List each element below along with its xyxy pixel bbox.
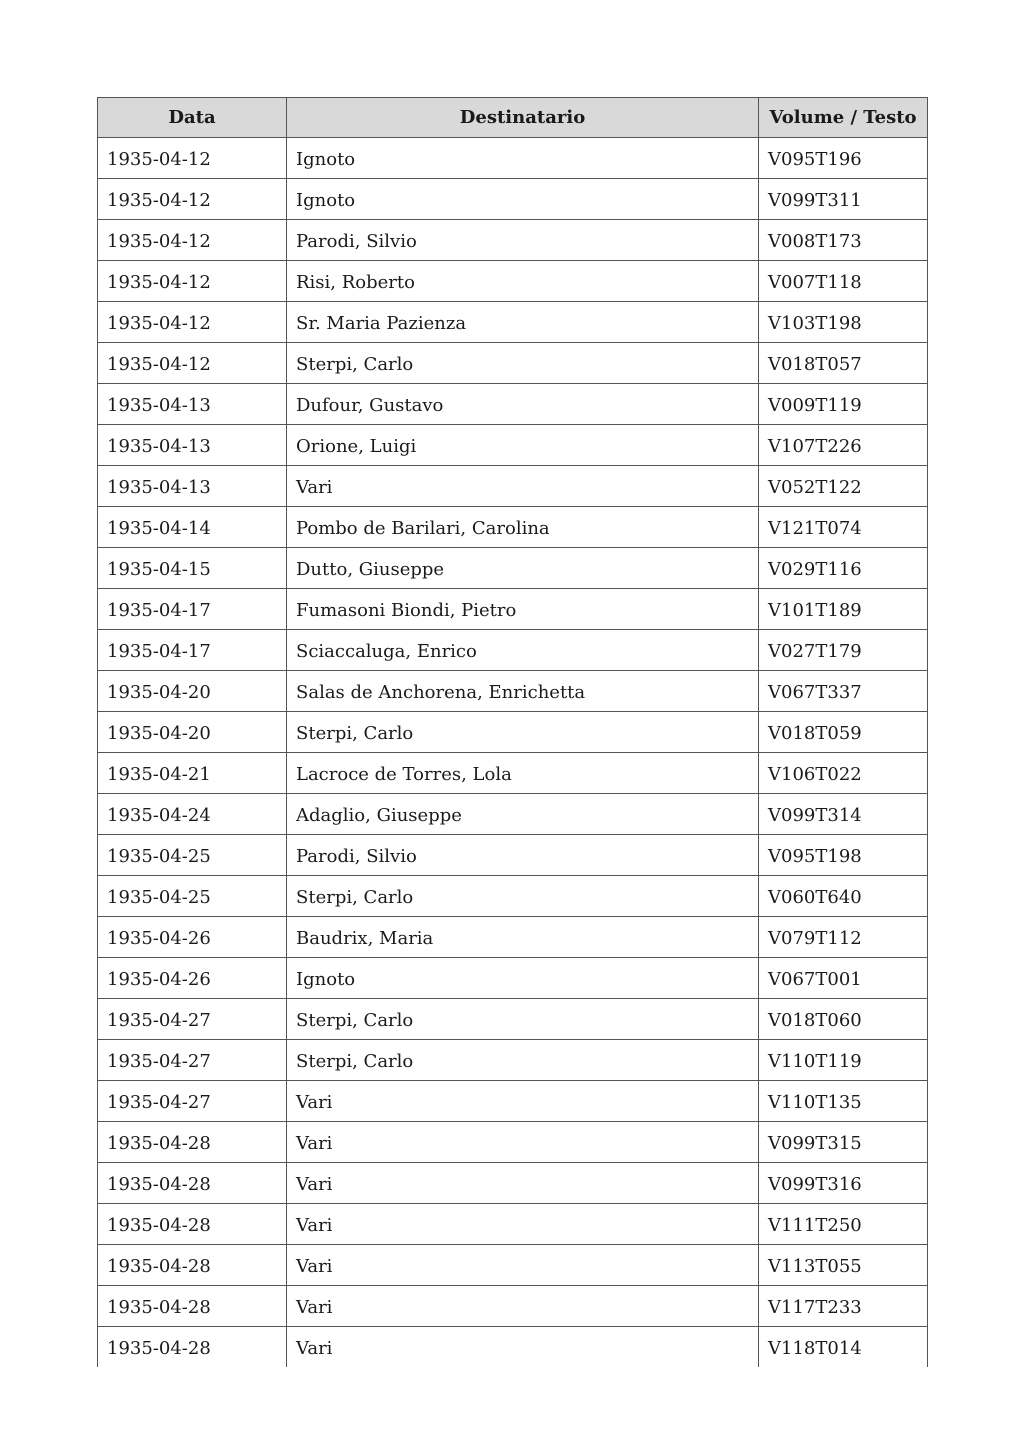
cell-volume: V027T179 [759,630,928,671]
cell-volume: V103T198 [759,302,928,343]
cell-volume: V110T119 [759,1040,928,1081]
cell-recipient: Sterpi, Carlo [287,343,759,384]
letters-index-table [97,97,928,1367]
table-row [98,179,928,220]
cell-date: 1935-04-12 [98,302,287,343]
cell-date: 1935-04-12 [98,343,287,384]
cell-volume: V067T001 [759,958,928,999]
cell-volume: V018T057 [759,343,928,384]
cell-date: 1935-04-12 [98,138,287,179]
table-row [98,876,928,917]
cell-recipient: Vari [287,1081,759,1122]
cell-date: 1935-04-24 [98,794,287,835]
cell-date: 1935-04-28 [98,1245,287,1286]
table-row [98,958,928,999]
cell-recipient: Dufour, Gustavo [287,384,759,425]
cell-date: 1935-04-28 [98,1286,287,1327]
cell-recipient: Ignoto [287,138,759,179]
table-row [98,794,928,835]
cell-volume: V117T233 [759,1286,928,1327]
cell-recipient: Pombo de Barilari, Carolina [287,507,759,548]
cell-recipient: Vari [287,466,759,507]
cell-recipient: Parodi, Silvio [287,220,759,261]
table-row [98,712,928,753]
table-row [98,999,928,1040]
cell-volume: V107T226 [759,425,928,466]
table-row [98,917,928,958]
table-row [98,835,928,876]
table-row [98,343,928,384]
table-row [98,1122,928,1163]
table-row [98,138,928,179]
column-header-date: Data [98,98,287,138]
cell-volume: V079T112 [759,917,928,958]
cell-date: 1935-04-27 [98,1040,287,1081]
cell-volume: V121T074 [759,507,928,548]
cell-recipient: Sterpi, Carlo [287,712,759,753]
cell-volume: V009T119 [759,384,928,425]
table-row [98,1040,928,1081]
cell-recipient: Sterpi, Carlo [287,1040,759,1081]
cell-date: 1935-04-28 [98,1163,287,1204]
cell-date: 1935-04-26 [98,958,287,999]
table-row [98,1286,928,1327]
table-row [98,1204,928,1245]
cell-date: 1935-04-25 [98,835,287,876]
table-row [98,1245,928,1286]
cell-volume: V099T314 [759,794,928,835]
table-header-row [98,98,928,138]
cell-date: 1935-04-12 [98,261,287,302]
table-row [98,671,928,712]
cell-volume: V099T311 [759,179,928,220]
cell-volume: V101T189 [759,589,928,630]
cell-date: 1935-04-20 [98,671,287,712]
cell-date: 1935-04-13 [98,425,287,466]
cell-date: 1935-04-20 [98,712,287,753]
cell-date: 1935-04-26 [98,917,287,958]
table-row [98,384,928,425]
cell-volume: V007T118 [759,261,928,302]
cell-recipient: Ignoto [287,958,759,999]
table-row [98,589,928,630]
cell-date: 1935-04-14 [98,507,287,548]
table-row [98,507,928,548]
cell-volume: V095T198 [759,835,928,876]
cell-volume: V113T055 [759,1245,928,1286]
cell-recipient: Vari [287,1327,759,1368]
cell-date: 1935-04-17 [98,630,287,671]
table-row [98,1163,928,1204]
cell-date: 1935-04-12 [98,220,287,261]
cell-recipient: Sterpi, Carlo [287,999,759,1040]
cell-date: 1935-04-21 [98,753,287,794]
cell-volume: V110T135 [759,1081,928,1122]
table-body [98,138,928,1368]
cell-volume: V052T122 [759,466,928,507]
cell-date: 1935-04-17 [98,589,287,630]
column-header-recipient: Destinatario [287,98,759,138]
cell-volume: V018T060 [759,999,928,1040]
cell-volume: V008T173 [759,220,928,261]
cell-volume: V106T022 [759,753,928,794]
table-row [98,220,928,261]
cell-date: 1935-04-27 [98,999,287,1040]
cell-volume: V060T640 [759,876,928,917]
cell-recipient: Dutto, Giuseppe [287,548,759,589]
table-row [98,630,928,671]
cell-recipient: Sterpi, Carlo [287,876,759,917]
cell-recipient: Adaglio, Giuseppe [287,794,759,835]
table-row [98,261,928,302]
table-row [98,548,928,589]
cell-recipient: Risi, Roberto [287,261,759,302]
cell-recipient: Salas de Anchorena, Enrichetta [287,671,759,712]
cell-recipient: Vari [287,1245,759,1286]
cell-date: 1935-04-28 [98,1204,287,1245]
cell-recipient: Ignoto [287,179,759,220]
cell-date: 1935-04-28 [98,1327,287,1368]
cell-recipient: Orione, Luigi [287,425,759,466]
cell-recipient: Sr. Maria Pazienza [287,302,759,343]
cell-volume: V111T250 [759,1204,928,1245]
table-row [98,1327,928,1368]
cell-volume: V099T316 [759,1163,928,1204]
table-row [98,425,928,466]
cell-recipient: Vari [287,1204,759,1245]
cell-recipient: Lacroce de Torres, Lola [287,753,759,794]
cell-volume: V018T059 [759,712,928,753]
cell-recipient: Vari [287,1286,759,1327]
cell-recipient: Fumasoni Biondi, Pietro [287,589,759,630]
cell-volume: V029T116 [759,548,928,589]
table-row [98,302,928,343]
column-header-volume: Volume / Testo [759,98,928,138]
cell-recipient: Parodi, Silvio [287,835,759,876]
cell-volume: V099T315 [759,1122,928,1163]
cell-date: 1935-04-28 [98,1122,287,1163]
cell-recipient: Sciaccaluga, Enrico [287,630,759,671]
cell-date: 1935-04-27 [98,1081,287,1122]
cell-date: 1935-04-13 [98,466,287,507]
table-row [98,753,928,794]
cell-recipient: Baudrix, Maria [287,917,759,958]
cell-volume: V118T014 [759,1327,928,1368]
cell-date: 1935-04-12 [98,179,287,220]
cell-recipient: Vari [287,1122,759,1163]
cell-date: 1935-04-13 [98,384,287,425]
cell-date: 1935-04-15 [98,548,287,589]
cell-volume: V067T337 [759,671,928,712]
cell-recipient: Vari [287,1163,759,1204]
table-row [98,1081,928,1122]
cell-volume: V095T196 [759,138,928,179]
table-row [98,466,928,507]
cell-date: 1935-04-25 [98,876,287,917]
